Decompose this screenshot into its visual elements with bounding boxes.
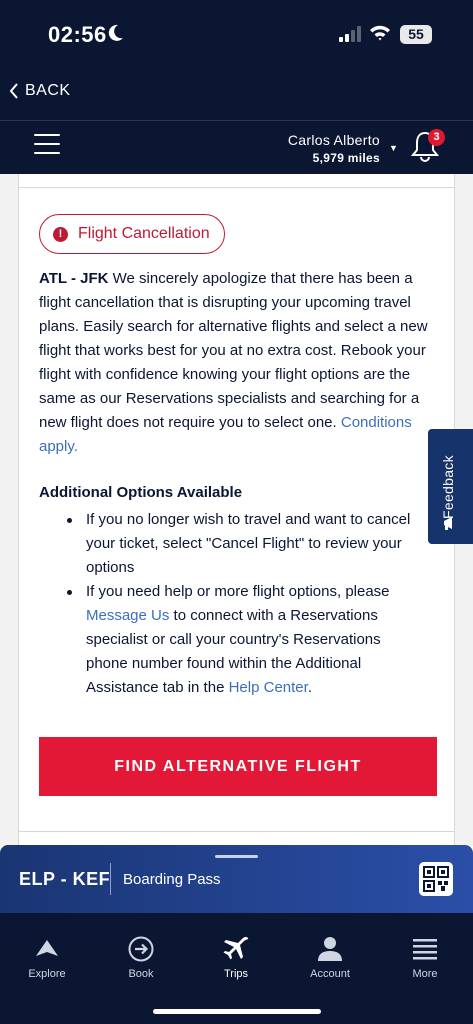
main-content: [0, 174, 473, 846]
user-name: Carlos Alberto: [287, 132, 380, 148]
explore-icon: [33, 937, 61, 961]
help-center-link[interactable]: Help Center: [228, 679, 308, 696]
drag-handle[interactable]: [215, 855, 258, 858]
feedback-label: Feedback: [440, 455, 456, 519]
message-us-link[interactable]: Message Us: [86, 607, 170, 624]
app-header: [0, 0, 473, 174]
feedback-tab[interactable]: [428, 429, 473, 544]
hamburger-menu-button[interactable]: [34, 134, 60, 158]
flight-cancellation-badge: [39, 214, 225, 254]
conditions-link[interactable]: Conditions apply.: [39, 414, 412, 455]
route-label: ATL - JFK: [39, 270, 109, 287]
back-button[interactable]: [9, 82, 71, 100]
home-indicator[interactable]: [153, 1009, 321, 1014]
user-miles: 5,979 miles: [312, 151, 380, 165]
megaphone-icon: [442, 515, 458, 531]
options-heading: Additional Options Available: [39, 484, 243, 501]
boarding-route: ELP - KEF: [19, 869, 111, 889]
status-bar: [0, 0, 473, 70]
status-time: 02:56: [48, 22, 107, 47]
caret-down-icon[interactable]: ▼: [389, 143, 398, 153]
signal-icon: [339, 26, 363, 42]
user-account-selector[interactable]: [288, 132, 380, 165]
wifi-icon: [369, 24, 391, 42]
book-icon: [127, 935, 155, 963]
boarding-separator: [110, 863, 111, 895]
option-message-us: If you need help or more flight options, please Message Us to connect with a Reservations specialist or call your country's Reservations phone number found within the Additional Assistance tab in the Help Center.: [67, 580, 417, 700]
battery-indicator: 55: [400, 25, 432, 44]
qr-code-icon[interactable]: [419, 862, 453, 896]
header-divider: [0, 120, 473, 121]
card-divider: [19, 187, 454, 188]
boarding-pass-bar[interactable]: [0, 845, 473, 913]
boarding-pass-label: Boarding Pass: [123, 871, 221, 888]
chevron-left-icon: [9, 83, 19, 99]
find-alternative-flight-button[interactable]: FIND ALTERNATIVE FLIGHT: [39, 737, 437, 796]
alert-icon: !: [53, 227, 68, 242]
cancellation-label: Flight Cancellation: [78, 225, 210, 242]
plane-icon: [221, 935, 251, 963]
cancellation-message: [39, 267, 439, 459]
bottom-tab-bar: Explore Book Trips Account More: [0, 913, 473, 1024]
message-text: We sincerely apologize that there has been a flight cancellation that is disrupting your upcoming travel plans. Easily search for alternative flights and select a new flight that works best for you at no extra cost. Rebook your flight with confidence knowing your flight options are the same as our Reservations specialists and searching for a new flight does not require you to select one.: [39, 270, 428, 431]
menu-icon: [412, 936, 438, 962]
options-list: [67, 508, 417, 700]
notification-badge: 3: [428, 129, 445, 146]
account-icon: [316, 935, 344, 963]
back-label: BACK: [25, 82, 71, 99]
option-cancel-flight: If you no longer wish to travel and want to cancel your ticket, select "Cancel Flight" to review your options: [67, 508, 417, 580]
moon-icon: [108, 24, 124, 42]
cancellation-card: [18, 174, 455, 834]
